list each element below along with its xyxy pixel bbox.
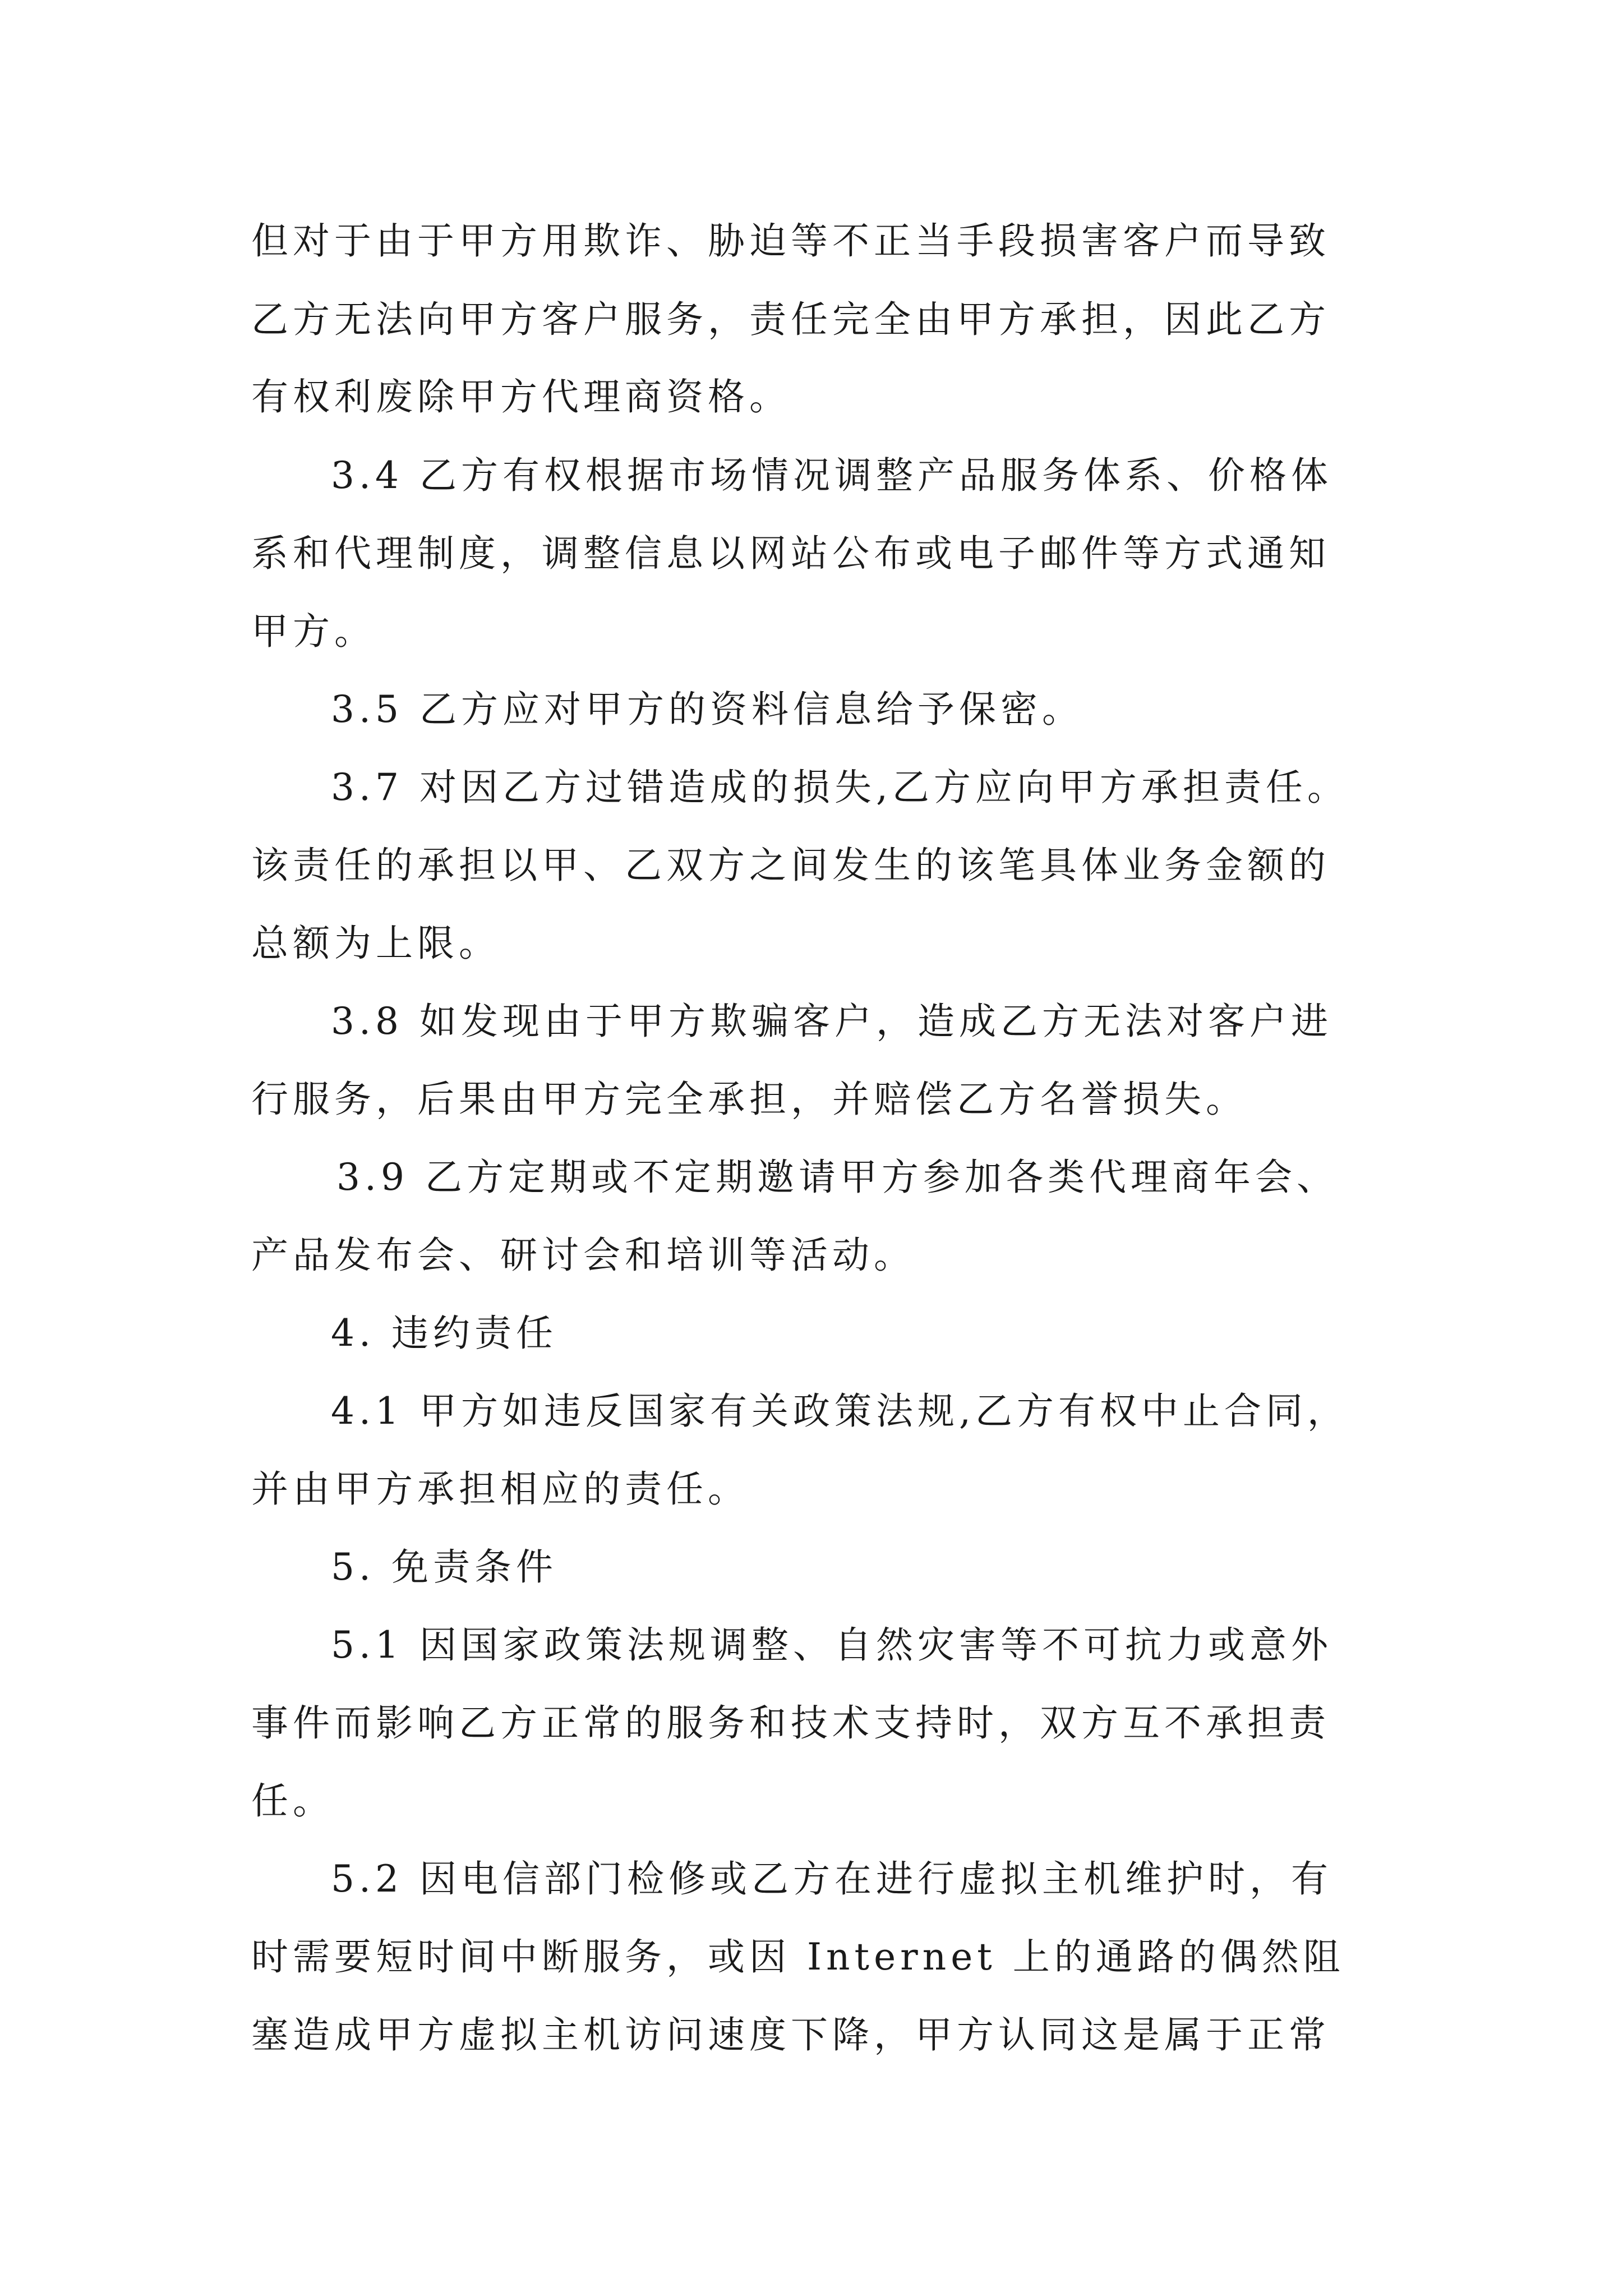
text-line: 5. 免责条件 bbox=[331, 1545, 557, 1589]
text-line: 4.1 甲方如违反国家有关政策法规,乙方有权中止合同， bbox=[331, 1389, 1349, 1433]
text-line: 系和代理制度，调整信息以网站公布或电子邮件等方式通知 bbox=[251, 532, 1330, 575]
text-line: 3.8 如发现由于甲方欺骗客户，造成乙方无法对客户进 bbox=[331, 1000, 1332, 1043]
text-line: 行服务，后果由甲方完全承担，并赔偿乙方名誉损失。 bbox=[251, 1078, 1247, 1121]
text-line: 3.4 乙方有权根据市场情况调整产品服务体系、价格体 bbox=[331, 454, 1332, 497]
text-line: 事件而影响乙方正常的服务和技术支持时，双方互不承担责 bbox=[251, 1701, 1330, 1745]
text-line: 5.1 因国家政策法规调整、自然灾害等不可抗力或意外 bbox=[331, 1623, 1332, 1667]
text-line: 5.2 因电信部门检修或乙方在进行虚拟主机维护时，有 bbox=[331, 1857, 1332, 1901]
text-line: 3.9 乙方定期或不定期邀请甲方参加各类代理商年会、 bbox=[336, 1156, 1338, 1199]
text-line: 有权利废除甲方代理商资格。 bbox=[251, 375, 791, 418]
text-line: 并由甲方承担相应的责任。 bbox=[251, 1467, 749, 1511]
text-line: 任。 bbox=[251, 1779, 334, 1823]
text-line: 4. 违约责任 bbox=[331, 1312, 557, 1355]
text-line: 时需要短时间中断服务，或因 Internet 上的通路的偶然阻 bbox=[251, 1935, 1345, 1978]
text-line: 产品发布会、研讨会和培训等活动。 bbox=[251, 1234, 915, 1277]
text-line: 总额为上限。 bbox=[251, 922, 500, 965]
text-line: 乙方无法向甲方客户服务，责任完全由甲方承担，因此乙方 bbox=[251, 298, 1330, 341]
text-line: 3.5 乙方应对甲方的资料信息给予保密。 bbox=[331, 688, 1083, 731]
text-line: 3.7 对因乙方过错造成的损失,乙方应向甲方承担责任。 bbox=[331, 766, 1349, 809]
text-line: 但对于由于甲方用欺诈、胁迫等不正当手段损害客户而导致 bbox=[251, 219, 1330, 263]
text-line: 塞造成甲方虚拟主机访问速度下降，甲方认同这是属于正常 bbox=[251, 2013, 1330, 2056]
text-line: 该责任的承担以甲、乙双方之间发生的该笔具体业务金额的 bbox=[251, 844, 1330, 887]
text-line: 甲方。 bbox=[251, 610, 376, 653]
